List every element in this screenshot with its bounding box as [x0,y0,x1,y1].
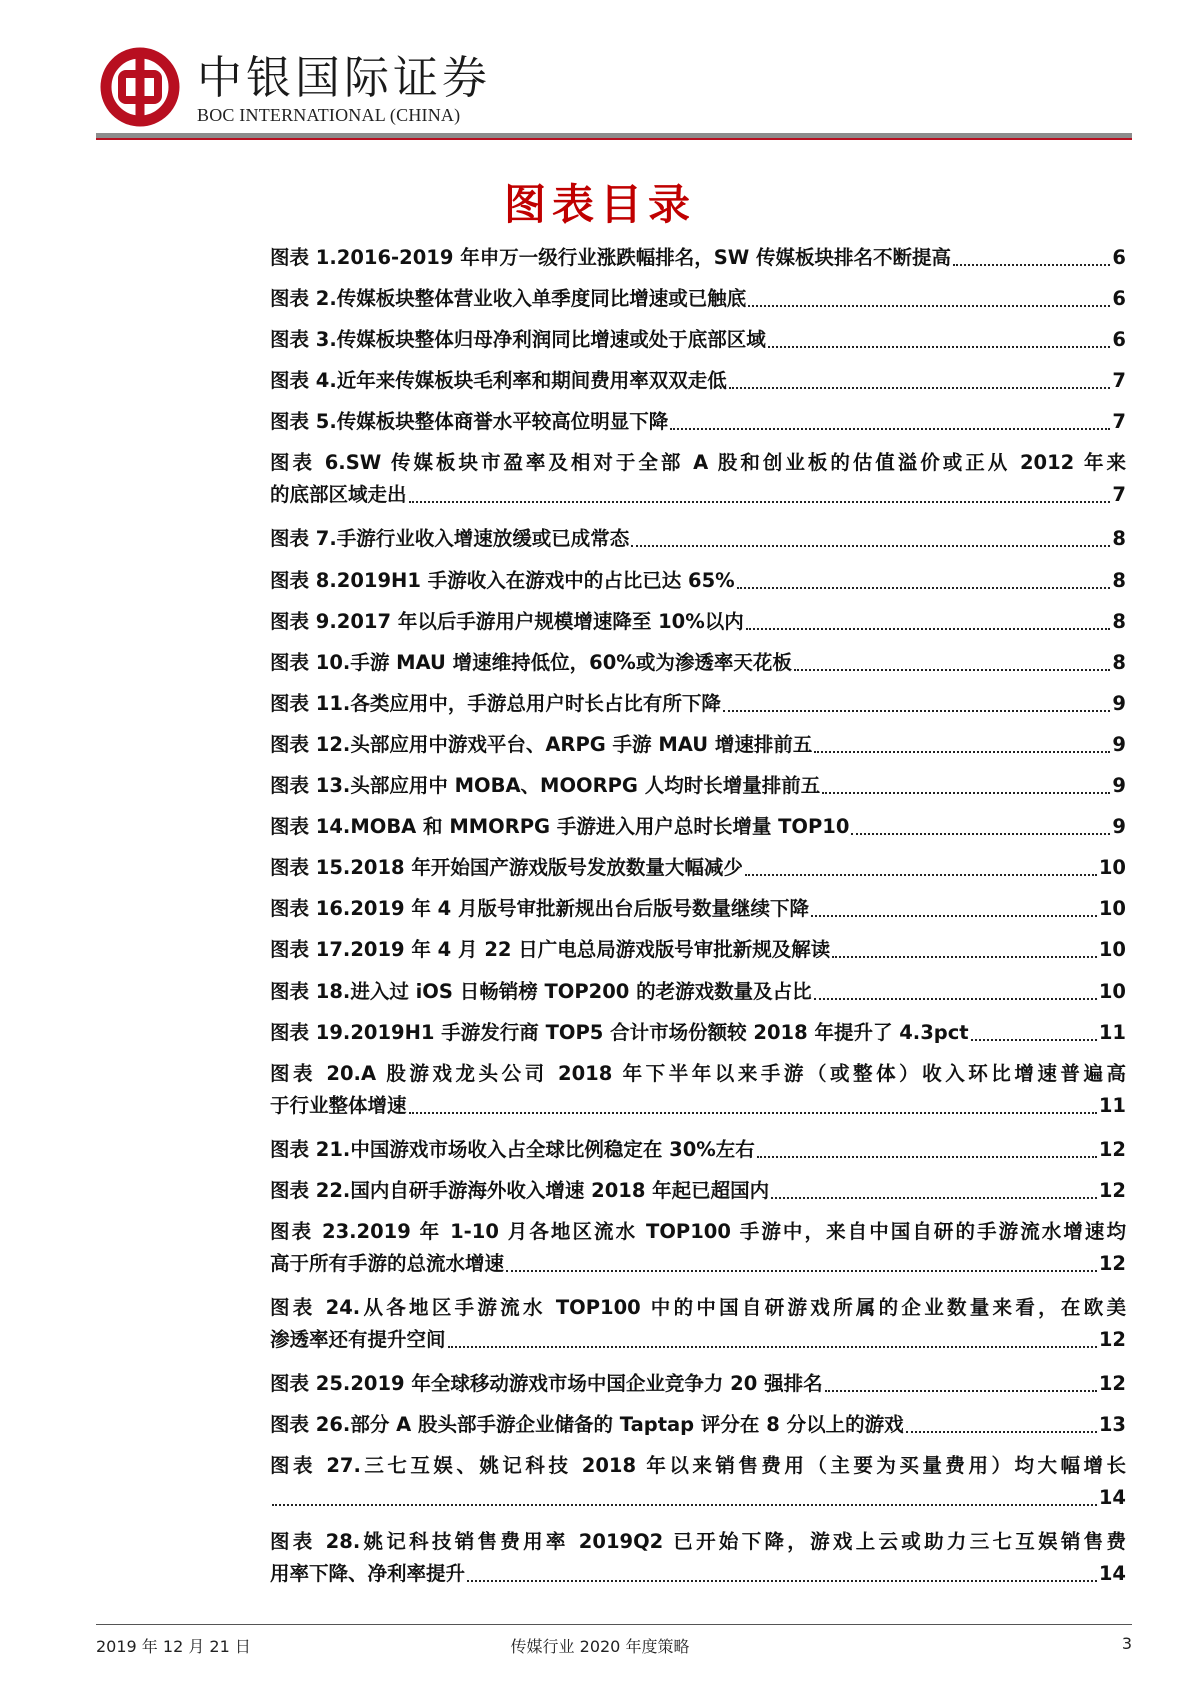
page-title: 图表目录 [503,180,696,229]
toc-entry-text: 图表 14.MOBA 和 MMORPG 手游进入用户总时长增量 TOP10 [270,815,850,839]
toc-page-number: 10 [1098,856,1126,880]
toc-page-number: 11 [1098,1020,1126,1044]
toc-entry[interactable] [270,406,1126,447]
leader-dots [851,833,1110,835]
toc-entry-text: 图表 23.2019 年 1-10 月各地区流水 TOP100 手游中，来自中国自研的手游流水增速均 [270,1219,1126,1243]
toc-page-number: 6 [1112,328,1126,352]
toc-page-number: 10 [1098,897,1126,921]
toc-entry-text: 图表 11.各类应用中，手游总用户时长占比有所下降 [270,691,721,715]
toc-entry-text: 图表 26.部分 A 股头部手游企业储备的 Taptap 评分在 8 分以上的游戏 [270,1412,904,1436]
header-rule-accent [96,138,1132,140]
leader-dots [272,1504,1097,1506]
leader-dots [409,501,1111,503]
leader-dots [448,1346,1097,1348]
toc-page-number: 8 [1112,568,1126,592]
leader-dots [748,305,1110,307]
toc-page-number: 9 [1112,815,1126,839]
toc-page-number: 12 [1098,1251,1126,1275]
toc-entry-text: 图表 10.手游 MAU 增速维持低位，60%或为渗透率天花板 [270,650,792,674]
toc-entry[interactable] [270,565,1126,606]
toc-page-number: 12 [1098,1371,1126,1395]
toc-entry[interactable] [270,447,1126,523]
leader-dots [814,751,1110,753]
toc-entry[interactable] [270,1058,1126,1134]
toc-entry[interactable] [270,647,1126,688]
toc-page-number: 8 [1112,609,1126,633]
toc-entry-text: 图表 15.2018 年开始国产游戏版号发放数量大幅减少 [270,856,743,880]
toc-entry[interactable] [270,365,1126,406]
toc-entry[interactable] [270,811,1126,852]
toc-page-number: 6 [1112,287,1126,311]
footer-date: 2019 年 12 月 21 日 [96,1637,251,1656]
toc-page-number: 14 [1098,1562,1126,1586]
toc-page-number: 7 [1112,483,1126,507]
toc-entry-text: 图表 5.传媒板块整体商誉水平较高位明显下降 [270,410,669,434]
leader-dots [506,1270,1097,1272]
page-number: 3 [1121,1634,1132,1653]
toc-page-number: 14 [1098,1486,1126,1510]
toc-entry-text: 图表 20.A 股游戏龙头公司 2018 年下半年以来手游（或整体）收入环比增速普遍高 [270,1061,1126,1085]
toc-entry[interactable] [270,1526,1126,1602]
leader-dots [971,1039,1097,1041]
leader-dots [729,387,1111,389]
toc-entry[interactable] [270,1292,1126,1368]
toc-entry-text: 图表 13.头部应用中 MOBA、MOORPG 人均时长增量排前五 [270,774,821,798]
leader-dots [794,669,1111,671]
toc-page-number: 10 [1098,979,1126,1003]
toc-entry[interactable] [270,729,1126,770]
toc-entry-text: 图表 4.近年来传媒板块毛利率和期间费用率双双走低 [270,369,727,393]
toc-page-number: 8 [1112,527,1126,551]
toc-entry[interactable] [270,283,1126,324]
toc-page-number: 7 [1112,369,1126,393]
toc-entry-text: 图表 12.头部应用中游戏平台、ARPG 手游 MAU 增速排前五 [270,732,813,756]
toc-entry-text-cont: 渗透率还有提升空间 [270,1327,446,1351]
toc-entry[interactable] [270,523,1126,564]
toc-entry[interactable] [270,1134,1126,1175]
toc-entry[interactable] [270,976,1126,1017]
brand-name-cn: 中银国际证券 [197,51,492,104]
toc-entry-text-cont: 用率下降、净利率提升 [270,1562,466,1586]
leader-dots [811,915,1097,917]
toc-entry-text: 图表 28.姚记科技销售费用率 2019Q2 已开始下降，游戏上云或助力三七互娱销售费 [270,1530,1126,1554]
toc-entry[interactable] [270,1450,1126,1526]
toc-entry-text: 图表 18.进入过 iOS 日畅销榜 TOP200 的老游戏数量及占比 [270,979,812,1003]
toc-entry[interactable] [270,1175,1126,1216]
toc-entry-text: 图表 25.2019 年全球移动游戏市场中国企业竞争力 20 强排名 [270,1371,823,1395]
leader-dots [757,1156,1097,1158]
leader-dots [723,710,1111,712]
leader-dots [631,545,1110,547]
toc-entry[interactable] [270,1409,1126,1450]
toc-entry[interactable] [270,324,1126,365]
toc-entry[interactable] [270,893,1126,934]
leader-dots [953,264,1110,266]
table-of-figures [270,242,1126,1602]
leader-dots [745,874,1097,876]
toc-page-number: 8 [1112,650,1126,674]
toc-entry-text: 图表 24.从各地区手游流水 TOP100 中的中国自研游戏所属的企业数量来看，在欧美 [270,1295,1126,1319]
toc-entry-text: 图表 2.传媒板块整体营业收入单季度同比增速或已触底 [270,287,747,311]
toc-entry[interactable] [270,242,1126,283]
leader-dots [768,346,1111,348]
footer-report-title: 传媒行业 2020 年度策略 [510,1637,690,1656]
toc-entry-text: 图表 8.2019H1 手游收入在游戏中的占比已达 65% [270,568,735,592]
toc-entry[interactable] [270,934,1126,975]
leader-dots [906,1431,1097,1433]
toc-entry[interactable] [270,688,1126,729]
toc-page-number: 11 [1098,1093,1126,1117]
leader-dots [814,998,1097,1000]
toc-page-number: 10 [1098,938,1126,962]
toc-entry-text-cont: 的底部区域走出 [270,483,407,507]
leader-dots [737,587,1111,589]
toc-page-number: 12 [1098,1327,1126,1351]
leader-dots [746,628,1111,630]
toc-entry-text: 图表 9.2017 年以后手游用户规模增速降至 10%以内 [270,609,744,633]
toc-page-number: 9 [1112,732,1126,756]
toc-entry-text: 图表 1.2016-2019 年申万一级行业涨跌幅排名，SW 传媒板块排名不断提高 [270,246,952,269]
toc-page-number: 13 [1098,1412,1126,1436]
boc-logo-icon [100,47,180,127]
footer-rule [96,1624,1132,1625]
toc-page-number: 12 [1098,1137,1126,1161]
toc-entry-text-cont: 高于所有手游的总流水增速 [270,1251,505,1275]
leader-dots [825,1390,1097,1392]
toc-entry[interactable] [270,770,1126,811]
leader-dots [467,1580,1097,1582]
toc-entry-text: 图表 3.传媒板块整体归母净利润同比增速或处于底部区域 [270,328,766,352]
leader-dots [771,1197,1097,1199]
toc-page-number: 7 [1112,410,1126,434]
brand-name-en: BOC INTERNATIONAL (CHINA) [197,105,461,125]
toc-entry-text: 图表 16.2019 年 4 月版号审批新规出台后版号数量继续下降 [270,897,810,921]
toc-page-number: 9 [1112,774,1126,798]
leader-dots [822,792,1110,794]
toc-entry[interactable] [270,1017,1126,1058]
toc-entry[interactable] [270,606,1126,647]
toc-entry-text: 图表 17.2019 年 4 月 22 日广电总局游戏版号审批新规及解读 [270,938,831,962]
leader-dots [409,1112,1097,1114]
leader-dots [670,428,1110,430]
toc-page-number: 6 [1112,246,1126,269]
toc-entry[interactable] [270,852,1126,893]
toc-entry-text: 图表 7.手游行业收入增速放缓或已成常态 [270,527,630,551]
toc-entry[interactable] [270,1368,1126,1409]
toc-entry-text: 图表 21.中国游戏市场收入占全球比例稳定在 30%左右 [270,1137,755,1161]
toc-page-number: 9 [1112,691,1126,715]
leader-dots [832,956,1097,958]
toc-entry-text: 图表 22.国内自研手游海外收入增速 2018 年起已超国内 [270,1178,770,1202]
toc-entry-text: 图表 6.SW 传媒板块市盈率及相对于全部 A 股和创业板的估值溢价或正从 2012 年来 [270,451,1126,475]
toc-page-number: 12 [1098,1178,1126,1202]
toc-entry-text: 图表 19.2019H1 手游发行商 TOP5 合计市场份额较 2018 年提升了 4.3pct [270,1020,969,1044]
toc-entry[interactable] [270,1216,1126,1292]
toc-entry-text: 图表 27.三七互娱、姚记科技 2018 年以来销售费用（主要为买量费用）均大幅增长 [270,1454,1126,1478]
toc-entry-text-cont: 于行业整体增速 [270,1093,407,1117]
